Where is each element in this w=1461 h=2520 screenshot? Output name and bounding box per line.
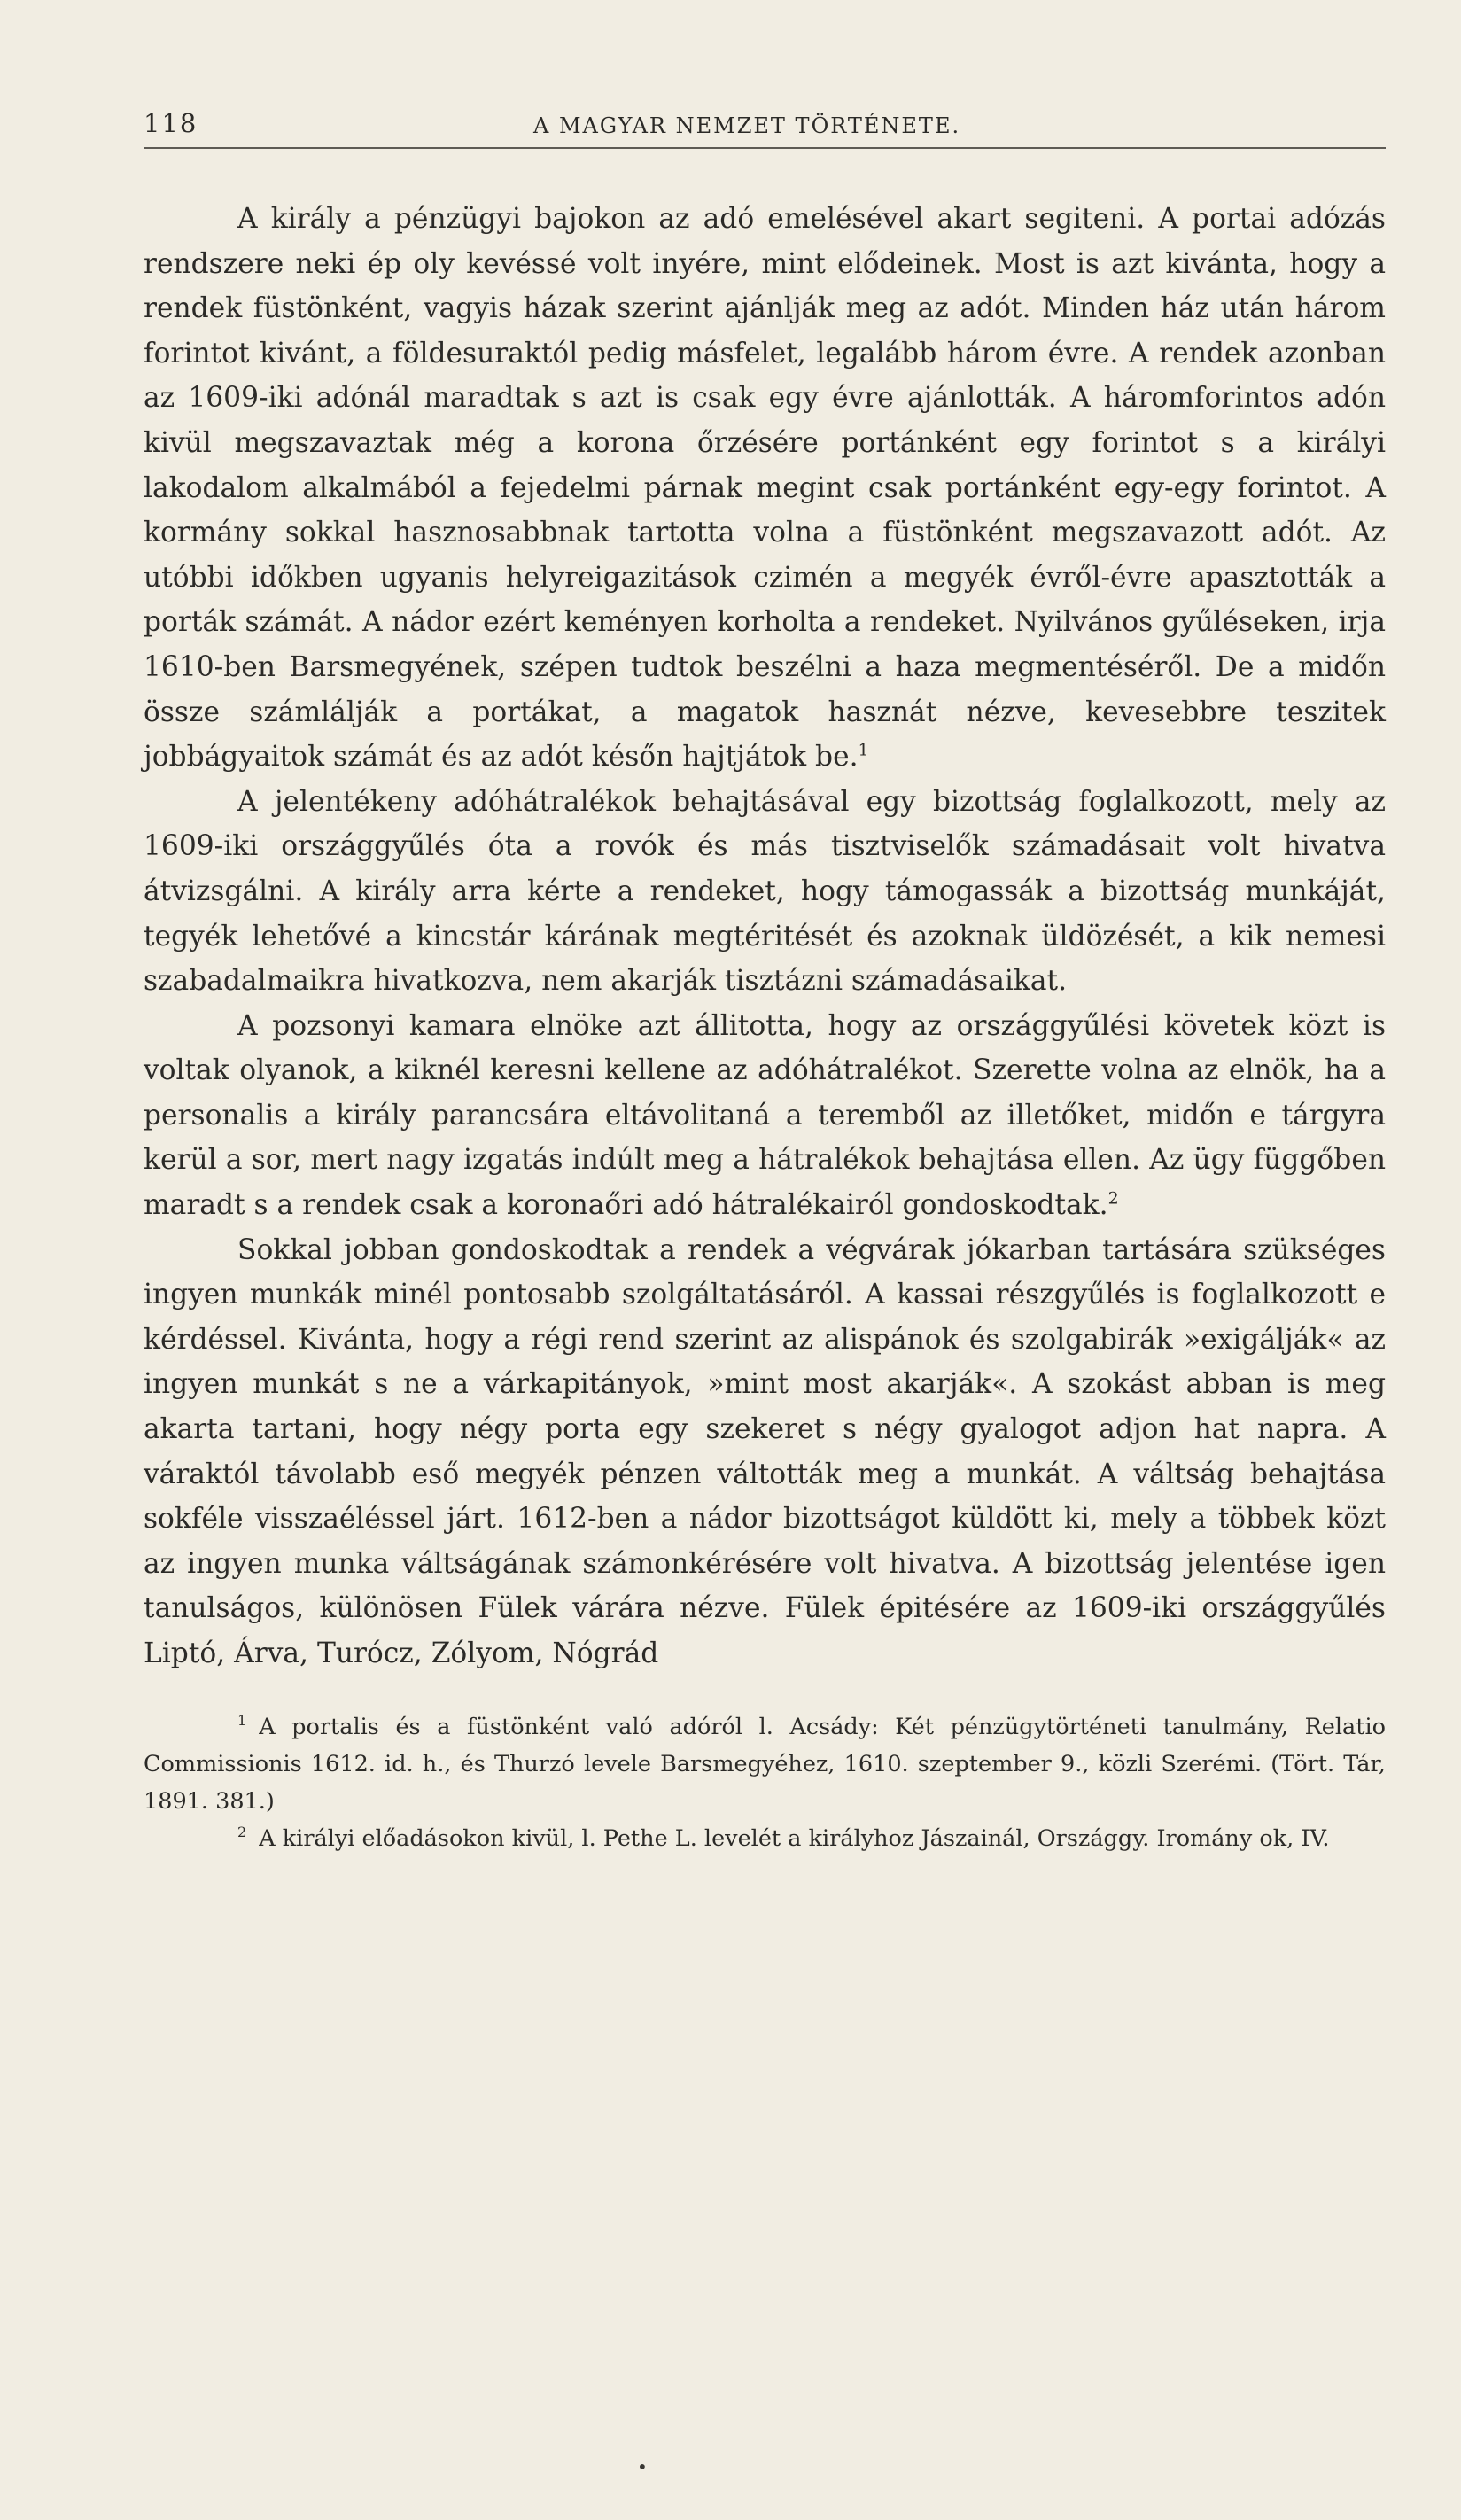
footnote-ref-1: 1	[858, 740, 869, 760]
running-header	[144, 108, 1386, 149]
running-title: A MAGYAR NEMZET TÖRTÉNETE.	[533, 113, 961, 138]
bottom-mark: •	[637, 2456, 648, 2477]
footnotes	[144, 1708, 1386, 1857]
page-number: 118	[144, 108, 198, 138]
main-text	[144, 197, 1386, 1676]
paragraph-1: A király a pénzügyi bajokon az adó emelésével akart segiteni. A portai adózás rendszere neki ép oly kevéssé volt inyére, mint elődeinek. Most is azt kivánta, hogy a rendek füstönként, vagyis házak szerint ajánlják meg az adót. Minden ház után három forintot kivánt, a földesuraktól pedig másfelet, legalább három évre. A rendek azonban az 1609-iki adónál maradtak s azt is csak egy évre ajánlották. A háromforintos adón kivül megszavaztak még a korona őrzésére portánként egy forintot s a királyi lakodalom alkalmából a fejedelmi párnak megint csak portánként egy-egy forintot. A kormány sokkal hasznosabbnak tartotta volna a füstönként megszavazott adót. Az utóbbi időkben ugyanis helyreigazitások czimén a megyék évről-évre apasztották a porták számát. A nádor ezért keményen korholta a rendeket. Nyilvános gyűléseken, irja 1610-ben Barsmegyének, szépen tudtok beszélni a haza megmentéséről. De a midőn össze számlálják a portákat, a magatok hasznát nézve, kevesebbre teszitek jobbágyaitok számát és az adót későn hajtjátok be.$^1$	[144, 203, 1386, 774]
footnote-1: $^1$ A portalis és a füstönként való adóról l. Acsády: Két pénzügytörténeti tanulmány, Relatio Commissionis 1612. id. h., és Thurzó levele Barsmegyéhez, 1610. szeptember 9., közli Szerémi. (Tört. Tár, 1891. 381.)	[144, 1712, 1386, 1815]
footnote-ref-2: 2	[1107, 1188, 1119, 1209]
paragraph-3: A pozsonyi kamara elnöke azt állitotta, hogy az országgyűlési követek közt is voltak olyanok, a kiknél keresni kellene az adóhátralékot. Szerette volna az elnök, ha a personalis a király parancsára eltávolitaná a teremből az illetőket, midőn e tárgyra kerül a sor, mert nagy izgatás indúlt meg a hátralékok behajtása ellen. Az ügy függőben maradt s a rendek csak a koronaőri adó hátralékairól gondoskodtak.$^2$	[144, 1009, 1386, 1222]
footnote-mark: 2	[237, 1824, 247, 1841]
footnote-2: $^2$ A királyi előadásokon kivül, l. Pethe L. levelét a királyhoz Jászainál, Országgy. Iromány ok, IV.	[237, 1824, 1330, 1852]
footnote-mark: 1	[237, 1712, 247, 1730]
paragraph-4: Sokkal jobban gondoskodtak a rendek a végvárak jókarban tartására szükséges ingyen munkák minél pontosabb szolgáltatásáról. A kassai részgyűlés is foglalkozott e kérdéssel. Kivánta, hogy a régi rend szerint az alispánok és szolgabirák »exigálják« az ingyen munkát s ne a várkapitányok, »mint most akarják«. A szokást abban is meg akarta tartani, hogy négy porta egy szekeret s négy gyalogot adjon hat napra. A váraktól távolabb eső megyék pénzen váltották meg a munkát. A váltság behajtása sokféle visszaéléssel járt. 1612-ben a nádor bizottságot küldött ki, mely a többek közt az ingyen munka váltságának számonkérésére volt hivatva. A bizottság jelentése igen tanulságos, különösen Fülek várára nézve. Fülek épitésére az 1609-iki országgyűlés Liptó, Árva, Turócz, Zólyom, Nógrád	[144, 1233, 1386, 1669]
paragraph-2: A jelentékeny adóhátralékok behajtásával egy bizottság foglalkozott, mely az 1609-iki országgyűlés óta a rovók és más tisztviselők számadásait volt hivatva átvizsgálni. A király arra kérte a rendeket, hogy támogassák a bizottság munkáját, tegyék lehetővé a kincstár kárának megtéritését és azoknak üldözését, a kik nemesi szabadalmaikra hivatkozva, nem akarják tisztázni számadásaikat.	[144, 785, 1386, 998]
